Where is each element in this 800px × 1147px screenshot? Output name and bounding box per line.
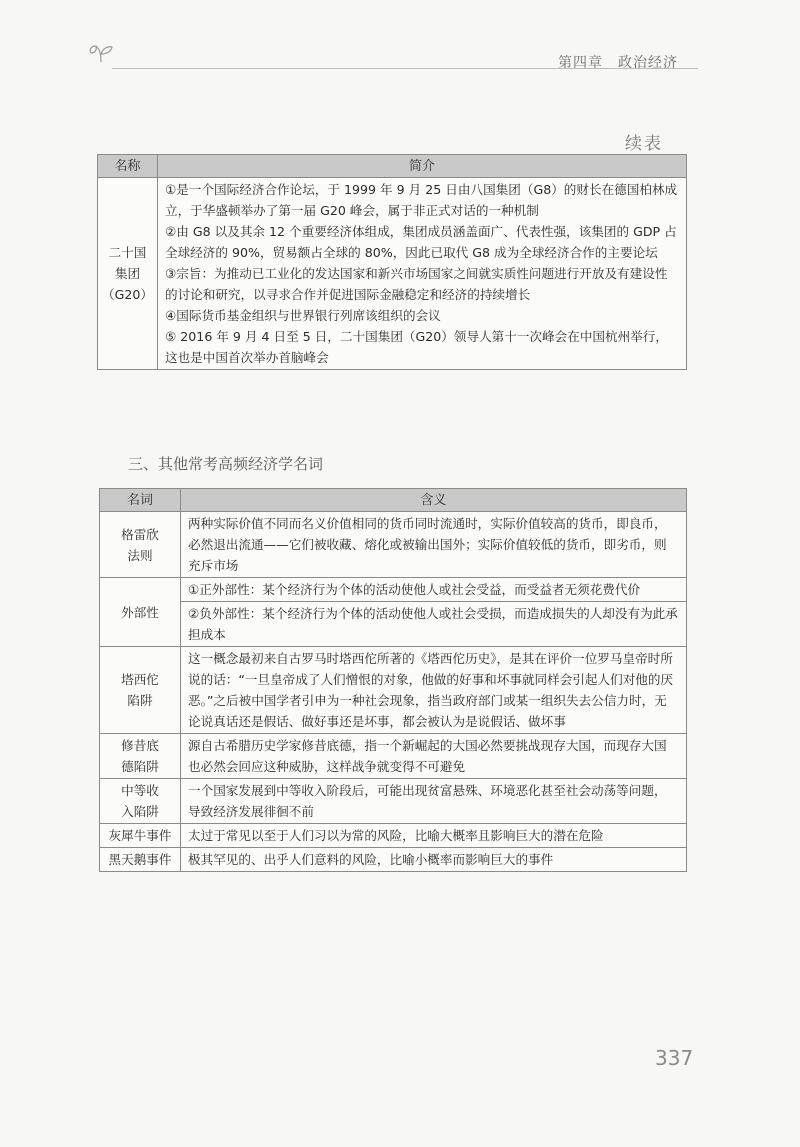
term-line: 集团	[114, 266, 141, 281]
term-line: 灰犀牛事件	[108, 828, 172, 843]
term-cell	[100, 512, 181, 578]
term-line: 中等收	[121, 783, 159, 798]
meaning-cell: 源自古希腊历史学家修昔底德，指一个新崛起的大国必然要挑战现存大国，而现存大国也必然会回应这种威胁，这样战争就变得不可避免	[181, 734, 687, 779]
column-header-name: 名称	[98, 155, 158, 178]
page-number: 337	[655, 1046, 694, 1070]
meaning-cell: ②负外部性：某个经济行为个体的活动使他人或社会受损，而造成损失的人却没有为此承担成本	[181, 602, 687, 647]
list-item: ①是一个国际经济合作论坛，于 1999 年 9 月 25 日由八国集团（G8）的财长在德国柏林成立，于华盛顿举办了第一届 G20 峰会，属于非正式对话的一种机制	[164, 182, 678, 218]
leaf-icon	[88, 40, 114, 64]
term-cell	[100, 779, 181, 824]
list-item: ⑤ 2016 年 9 月 4 日至 5 日，二十国集团（G20）领导人第十一次峰会在中国杭州举行，这也是中国首次举办首脑峰会	[164, 329, 668, 365]
meaning-cell: 极其罕见的、出乎人们意料的风险，比喻小概率而影响巨大的事件	[181, 848, 687, 872]
terms-table	[99, 488, 687, 872]
description-cell	[157, 178, 686, 370]
term-line: 外部性	[121, 604, 159, 620]
term-line: 修昔底	[121, 738, 159, 753]
meaning-cell: 这一概念最初来自古罗马时塔西佗所著的《塔西佗历史》，是其在评价一位罗马皇帝时所说的话：“一旦皇帝成了人们憎恨的对象，他做的好事和坏事就同样会引起人们对他的厌恶。”之后被中国学者引申为一种社会现象，指当政府部门或某一组织失去公信力时，无论说真话还是假话、做好事还是坏事，都会被认为是说假话、做坏事	[181, 647, 687, 734]
meaning-cell: 两种实际价值不同而名义价值相同的货币同时流通时，实际价值较高的货币，即良币，必然退出流通——它们被收藏、熔化或被输出国外；实际价值较低的货币，即劣币，则充斥市场	[181, 512, 687, 578]
table-row	[100, 779, 687, 824]
table-row	[100, 824, 687, 848]
column-header-intro: 简介	[157, 155, 686, 178]
term-line: 黑天鹅事件	[108, 852, 172, 867]
term-cell	[100, 848, 181, 872]
chapter-title: 第四章 政治经济	[558, 55, 678, 71]
term-line: 法则	[127, 547, 153, 563]
table-row	[100, 647, 687, 734]
term-line: 陷阱	[127, 693, 153, 708]
term-line: （G20）	[102, 287, 153, 302]
list-item: ④国际货币基金组织与世界银行列席该组织的会议	[164, 308, 441, 323]
term-cell	[98, 178, 158, 370]
meaning-cell: ①正外部性：某个经济行为个体的活动使他人或社会受益，而受益者无须花费代价	[181, 578, 687, 602]
term-cell	[100, 824, 181, 848]
list-item: ③宗旨：为推动已工业化的发达国家和新兴市场国家之间就实质性问题进行开放及有建设性的讨论和研究，以寻求合作并促进国际金融稳定和经济的持续增长	[164, 266, 668, 302]
table-row	[100, 578, 687, 602]
table-row	[100, 602, 687, 647]
term-line: 格雷欣	[121, 526, 159, 542]
term-cell	[100, 647, 181, 734]
term-line: 德陷阱	[121, 759, 159, 774]
g20-table	[97, 154, 687, 370]
term-line: 入陷阱	[121, 804, 159, 819]
column-header-meaning: 含义	[181, 489, 687, 512]
table-row	[100, 512, 687, 578]
table-row	[100, 848, 687, 872]
table-row	[100, 734, 687, 779]
table-row	[98, 178, 687, 370]
table-header-row	[100, 489, 687, 512]
column-header-term: 名词	[100, 489, 181, 512]
term-cell	[100, 578, 181, 647]
meaning-cell: 一个国家发展到中等收入阶段后，可能出现贫富悬殊、环境恶化甚至社会动荡等问题，导致经济发展徘徊不前	[181, 779, 687, 824]
term-cell	[100, 734, 181, 779]
term-line: 塔西佗	[121, 672, 159, 687]
section-title: 三、其他常考高频经济学名词	[128, 455, 324, 473]
table-header-row	[98, 155, 687, 178]
continued-label: 续表	[625, 134, 663, 154]
term-line: 二十国	[108, 245, 147, 260]
meaning-cell: 太过于常见以至于人们习以为常的风险，比喻大概率且影响巨大的潜在危险	[181, 824, 687, 848]
list-item: ②由 G8 以及其余 12 个重要经济体组成，集团成员涵盖面广、代表性强，该集团的 GDP 占全球经济的 90%，贸易额占全球的 80%，因此已取代 G8 成为全球经济合作的主要论坛	[164, 224, 677, 260]
